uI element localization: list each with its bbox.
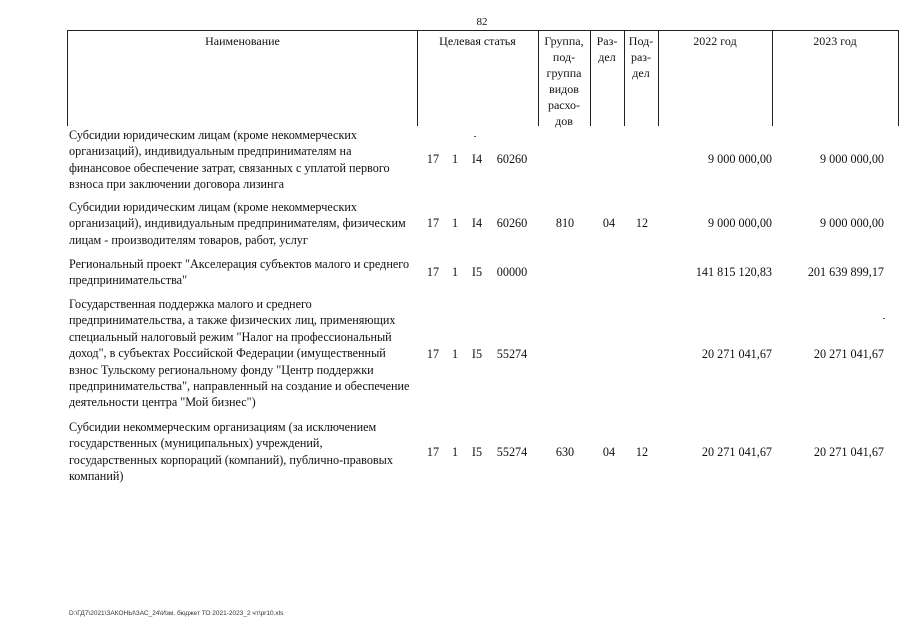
section: 04 xyxy=(602,445,616,459)
amount-2022: 20 271 041,67 xyxy=(701,445,772,459)
scan-speck xyxy=(883,318,885,319)
target-code-part4: 55274 xyxy=(496,445,528,459)
file-path-footer: D:\ГД7\2021\ЗАКОНЫ\ЗАС_24\Изм. бюджет ТО 2021-2023_2 чт\pr10.xls xyxy=(69,610,284,617)
amount-2023: 20 271 041,67 xyxy=(813,445,884,459)
target-code-part3: I5 xyxy=(471,265,483,279)
amount-2023: 9 000 000,00 xyxy=(820,152,884,166)
subsection: 12 xyxy=(635,216,649,230)
target-code-part3: I4 xyxy=(471,216,483,230)
amount-2022: 9 000 000,00 xyxy=(708,152,772,166)
section: 04 xyxy=(602,216,616,230)
header-year-2022: 2022 год xyxy=(693,34,737,48)
target-code-part1: 17 xyxy=(426,216,440,230)
target-code-part1: 17 xyxy=(426,265,440,279)
target-code-part1: 17 xyxy=(426,152,440,166)
target-code-part4: 60260 xyxy=(496,152,528,166)
header-subsection: Под- раз- дел xyxy=(628,34,654,80)
target-code-part4: 55274 xyxy=(496,347,528,361)
target-code-part2: 1 xyxy=(451,152,459,166)
target-code-part1: 17 xyxy=(426,347,440,361)
amount-2022: 141 815 120,83 xyxy=(695,265,772,279)
target-code-part2: 1 xyxy=(451,347,459,361)
row-name: Региональный проект "Акселерация субъектов малого и среднего предпринимательства" xyxy=(69,257,410,288)
header-expense-group: Группа, под- группа видов расхо- дов xyxy=(544,34,584,128)
page-number: 82 xyxy=(476,16,488,28)
amount-2022: 20 271 041,67 xyxy=(701,347,772,361)
row-name: Субсидии юридическим лицам (кроме некоммерческих организаций), индивидуальным предпринимателям, физическим лицам - производителям товаров, работ, услуг xyxy=(69,200,406,247)
target-code-part4: 00000 xyxy=(496,265,528,279)
amount-2023: 201 639 899,17 xyxy=(807,265,884,279)
row-name: Субсидии некоммерческим организациям (за исключением государственных (муниципальных) учреждений, государственных корпораций (компаний), публично-правовых компаний) xyxy=(69,420,393,484)
header-section: Раз- дел xyxy=(596,34,618,64)
target-code-part2: 1 xyxy=(451,445,459,459)
target-code-part3: I4 xyxy=(471,152,483,166)
header-target-article: Целевая статья xyxy=(439,34,516,48)
scan-speck xyxy=(474,136,476,137)
amount-2023: 9 000 000,00 xyxy=(820,216,884,230)
amount-2023: 20 271 041,67 xyxy=(813,347,884,361)
target-code-part2: 1 xyxy=(451,216,459,230)
row-name: Государственная поддержка малого и среднего предпринимательства, а также физических лиц, применяющих специальный налоговый режим "Налог на профессиональный доход", в субъектах Российской Федерации (имущественный взнос Тульскому региональному фонду "Центр поддержки предпринимательства", направленный на создание и обеспечение деятельности центра "Мой бизнес") xyxy=(69,297,410,410)
expense-group: 630 xyxy=(555,445,575,459)
target-code-part2: 1 xyxy=(451,265,459,279)
subsection: 12 xyxy=(635,445,649,459)
target-code-part4: 60260 xyxy=(496,216,528,230)
table-header xyxy=(67,30,899,126)
target-code-part1: 17 xyxy=(426,445,440,459)
amount-2022: 9 000 000,00 xyxy=(708,216,772,230)
target-code-part3: I5 xyxy=(471,347,483,361)
row-name: Субсидии юридическим лицам (кроме некоммерческих организаций), индивидуальным предпринимателям на финансовое обеспечение затрат, связанных с уплатой первого взноса при заключении договора лизинга xyxy=(69,128,390,192)
header-name: Наименование xyxy=(205,34,280,48)
expense-group: 810 xyxy=(555,216,575,230)
target-code-part3: I5 xyxy=(471,445,483,459)
header-year-2023: 2023 год xyxy=(813,34,857,48)
